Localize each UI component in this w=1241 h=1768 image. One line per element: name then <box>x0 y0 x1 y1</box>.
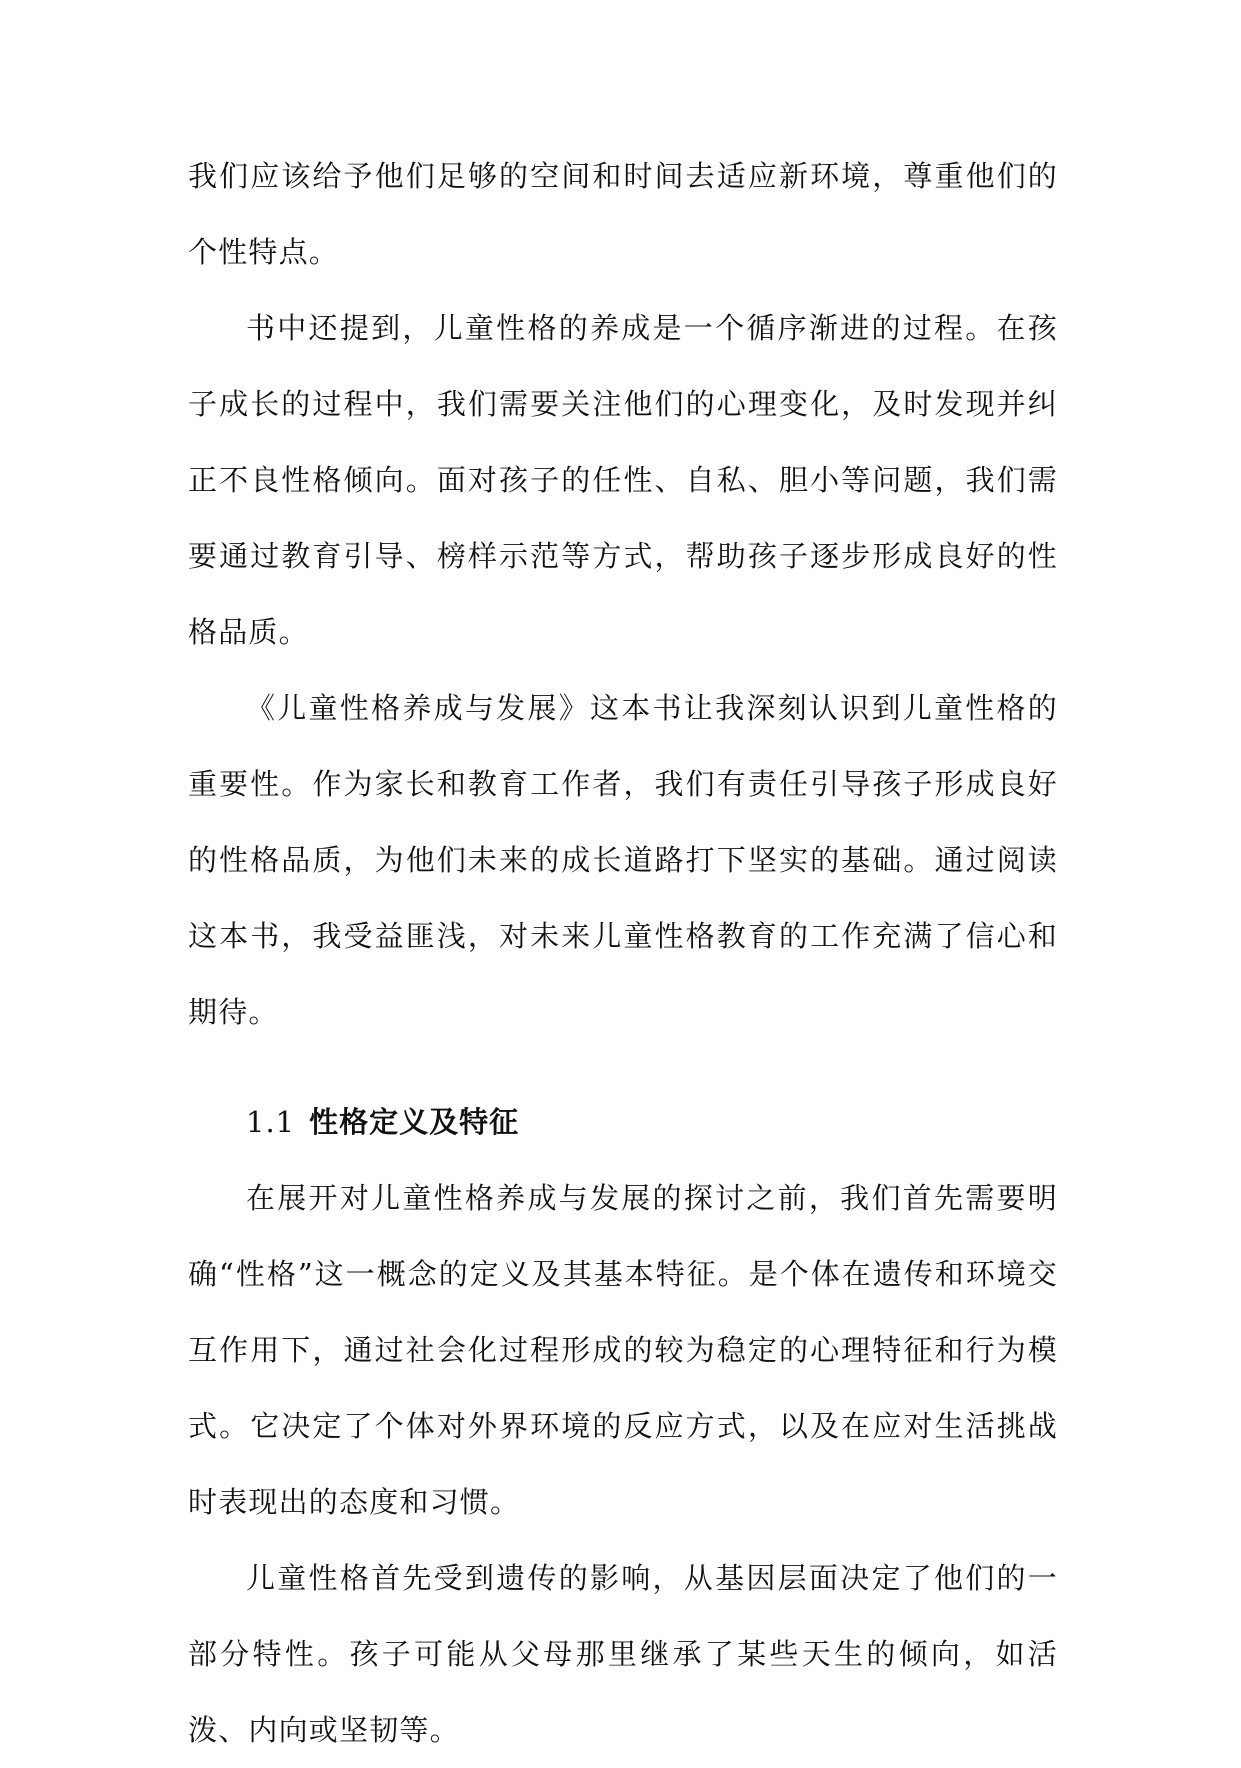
paragraph-heredity: 儿童性格首先受到遗传的影响，从基因层面决定了他们的一部分特性。孩子可能从父母那里继承了某些天生的倾向，如活泼、内向或坚韧等。 <box>188 1561 1058 1747</box>
section-number: 1.1 <box>246 1105 296 1139</box>
document-page <box>188 138 1058 1768</box>
paragraph-gradual-process: 书中还提到，儿童性格的养成是一个循序渐进的过程。在孩子成长的过程中，我们需要关注他们的心理变化，及时发现并纠正不良性格倾向。面对孩子的任性、自私、胆小等问题，我们需要通过教育引导、榜样示范等方式，帮助孩子逐步形成良好的性格品质。 <box>188 311 1058 649</box>
section-title: 性格定义及特征 <box>309 1105 520 1139</box>
section-heading <box>188 1084 1058 1160</box>
paragraph-definition: 在展开对儿童性格养成与发展的探讨之前，我们首先需要明确“性格”这一概念的定义及其基本特征。是个体在遗传和环境交互作用下，通过社会化过程形成的较为稳定的心理特征和行为模式。它决定了个体对外界环境的反应方式，以及在应对生活挑战时表现出的态度和习惯。 <box>188 1181 1058 1519</box>
heading-spacer <box>188 1050 1058 1084</box>
paragraph-book-summary: 《儿童性格养成与发展》这本书让我深刻认识到儿童性格的重要性。作为家长和教育工作者，我们有责任引导孩子形成良好的性格品质，为他们未来的成长道路打下坚实的基础。通过阅读这本书，我受益匪浅，对未来儿童性格教育的工作充满了信心和期待。 <box>188 691 1058 1029</box>
paragraph-continuation: 我们应该给予他们足够的空间和时间去适应新环境，尊重他们的个性特点。 <box>188 159 1058 269</box>
